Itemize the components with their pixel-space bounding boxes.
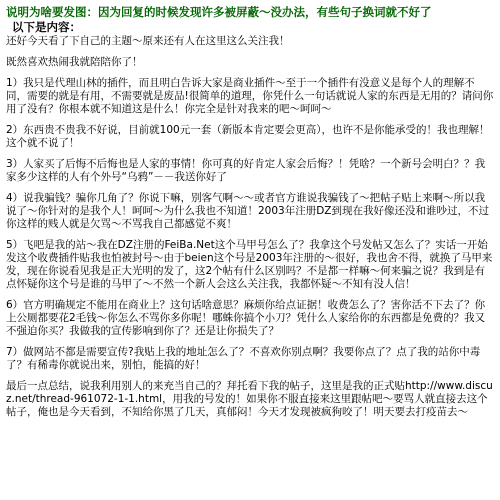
paragraph-summary: 最后一点总结，说我利用别人的来充当自己的？拜托看下我的帖子，这里是我的正式贴http://www.discuz.net/thread-961072-1-1.html，用我的号发的！如果你不服直接来这里跟帖吧～要骂人就直接去这个帖子，俺也是今天看到，不知给你黑了几天，真郁闷！今天才发现被疯狗咬了！明天要去打疫苗去～ bbox=[6, 380, 493, 418]
paragraph-point-6: 6）官方明确规定不能用在商业上？这句话啥意思？麻烦你给点证据！收费怎么了？害你活不下去了？你上公厕都要花2毛钱～你怎么不骂你多你呢！哪蛛你搞个小刀？凭什么人家给你的东西都是免费的？我又不强迫你买？我做我的宣传影响到你了？还是让你损失了？ bbox=[6, 299, 486, 337]
paragraph-point-2: 2）东西贵不贵我不好说，目前就100元一套（新版本肯定要会更高），也许不是你能承受的！我也理解！这个就不说了！ bbox=[6, 124, 490, 149]
paragraph-point-7: 7）做网站不都是需要宣传?我贴上我的地址怎么了？不喜欢你别点啊？我要你点了？点了我的站你中毒了？有稀毒你就说出来，别怕，能搞的好！ bbox=[6, 346, 481, 371]
paragraph-spacer bbox=[6, 231, 494, 239]
paragraph-spacer bbox=[6, 116, 494, 124]
paragraph-spacer bbox=[6, 150, 494, 158]
content-intro-label: 以下是内容： bbox=[12, 20, 81, 34]
paragraph-intro: 还好今天看了下自己的主题～原来还有人在这里这么关注我！ bbox=[6, 35, 290, 47]
paragraph-point-3: 3）人家买了后悔不后悔也是人家的事情！你可真的好肯定人家会后悔？！凭啥？一个新号会明白？？我家多少这样的人有个外号“乌鸦”－－我送你好了 bbox=[6, 158, 486, 183]
paragraph-spacer bbox=[6, 291, 494, 299]
paragraph-point-1: 1）我只是代理山林的插件，而且明白告诉大家是商业插件～至于一个插件有没意义是每个人的理解不同，需要的就是有用，不需要就是废品!很简单的道理，你凭什么一句话就说人家的东西是无用的？请问你用了没有？你根本就不知道这是什么！你完全是针对我来的吧～呵呵～ bbox=[6, 77, 494, 115]
paragraph-spacer bbox=[6, 48, 494, 56]
paragraph-spacer bbox=[6, 184, 494, 192]
paragraph-spacer bbox=[6, 372, 494, 380]
paragraph-accompany: 既然喜欢热闹我就陪陪你了！ bbox=[6, 56, 143, 68]
paragraph-point-5: 5）飞吧是我的站～我在DZ注册的FeiBa.Net这个马甲号怎么了？我拿这个号发帖又怎么了？实话一开始发这个收费插件贴我也怕被封号～由于beien这个号是2003年注册的～很好，我也舍不得，就换了马甲来发，现在你说看见我是正大光明的发了，这2个帖有什么区别吗？不是都一样嘛～何来骗之说？我到是有点怀疑你这个号是谁的马甲了～不然一个新人会这么关注我，我都怀疑～不知有没人信！ bbox=[6, 239, 493, 290]
paragraph-spacer bbox=[6, 338, 494, 346]
page-title: 说明为啥要发图：因为回复的时候发现许多被屏蔽～没办法，有些句子换词就不好了 bbox=[6, 5, 432, 19]
paragraph-point-4: 4）说我骗钱？骗你几角了？你说下嘛，别客气啊～～或者官方谁说我骗钱了～把帖子贴上来啊～所以我说了～你针对的是我个人！呵呵～为什么我也不知道！2003年注册DZ到现在我好像还没和谁吵过，不过你这样的贱人就是欠骂～不骂我自己都感觉不爽！ bbox=[6, 192, 489, 230]
paragraph-spacer bbox=[6, 69, 494, 77]
